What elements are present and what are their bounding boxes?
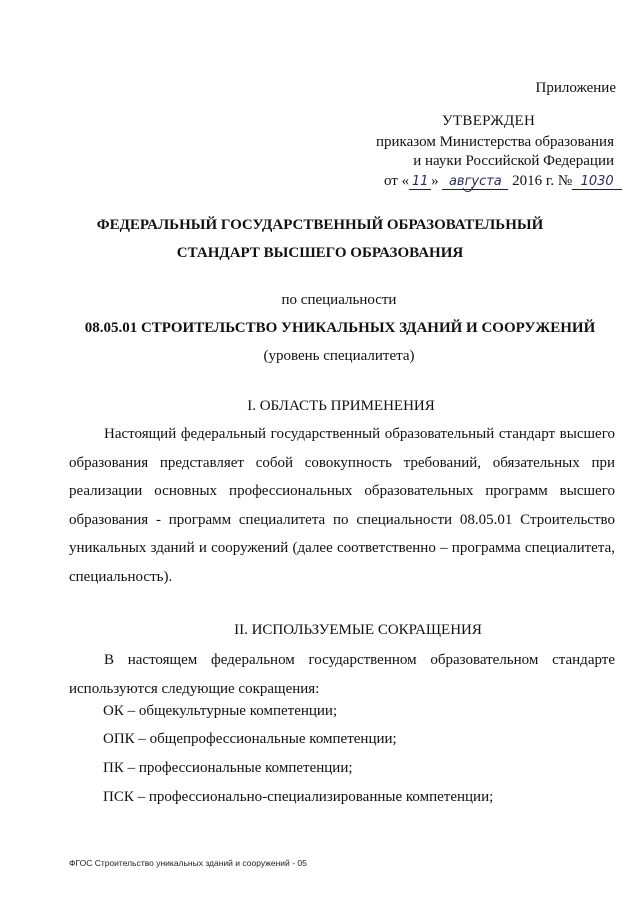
section-1-heading: I. ОБЛАСТЬ ПРИМЕНЕНИЯ [247, 398, 435, 414]
order-line-2: и науки Российской Федерации [413, 153, 614, 169]
specialty-by-label: по специальности [281, 292, 397, 308]
section-1-paragraph: Настоящий федеральный государственный образовательный стандарт высшего образования представляет собой совокупность требований, обязательных при реализации основных профессиональных образовательных программ высшего образования - программ специалитета по специальности 08.05.01 Строительство уникальных зданий и сооружений (далее соответственно – программа специалитета, специальность). [69, 426, 615, 585]
section-2-intro: В настоящем федеральном государственном образовательном стандарте используются следующие сокращения: [69, 652, 615, 697]
order-day-handwritten: 11 [409, 174, 431, 190]
approved-label: УТВЕРЖДЕН [442, 113, 536, 129]
order-month-handwritten: августа [442, 174, 508, 190]
page-footer: ФГОС Строительство уникальных зданий и сооружений - 05 [69, 858, 307, 868]
handwriting-tick-icon [462, 186, 474, 194]
order-from: от « [384, 173, 410, 189]
list-item: ПК – профессиональные компетенции; [103, 760, 353, 776]
specialty-code-name: 08.05.01 СТРОИТЕЛЬСТВО УНИКАЛЬНЫХ ЗДАНИЙ И СООРУЖЕНИЙ [84, 320, 596, 336]
order-number-handwritten: 1030 [572, 174, 622, 190]
list-item: ПСК – профессионально-специализированные компетенции; [103, 789, 494, 805]
list-item: ОПК – общепрофессиональные компетенции; [103, 731, 397, 747]
order-date-line [384, 173, 622, 190]
order-close-quote: » [431, 173, 439, 189]
document-title-line-1: ФЕДЕРАЛЬНЫЙ ГОСУДАРСТВЕННЫЙ ОБРАЗОВАТЕЛЬНЫЙ [96, 217, 544, 233]
order-year: 2016 г. № [512, 173, 573, 189]
specialty-level: (уровень специалитета) [263, 348, 415, 364]
document-title-line-2: СТАНДАРТ ВЫСШЕГО ОБРАЗОВАНИЯ [176, 245, 464, 261]
section-2-heading: II. ИСПОЛЬЗУЕМЫЕ СОКРАЩЕНИЯ [234, 622, 482, 638]
appendix-label: Приложение [535, 80, 616, 96]
order-line-1: приказом Министерства образования [376, 134, 614, 150]
list-item: ОК – общекультурные компетенции; [103, 703, 338, 719]
